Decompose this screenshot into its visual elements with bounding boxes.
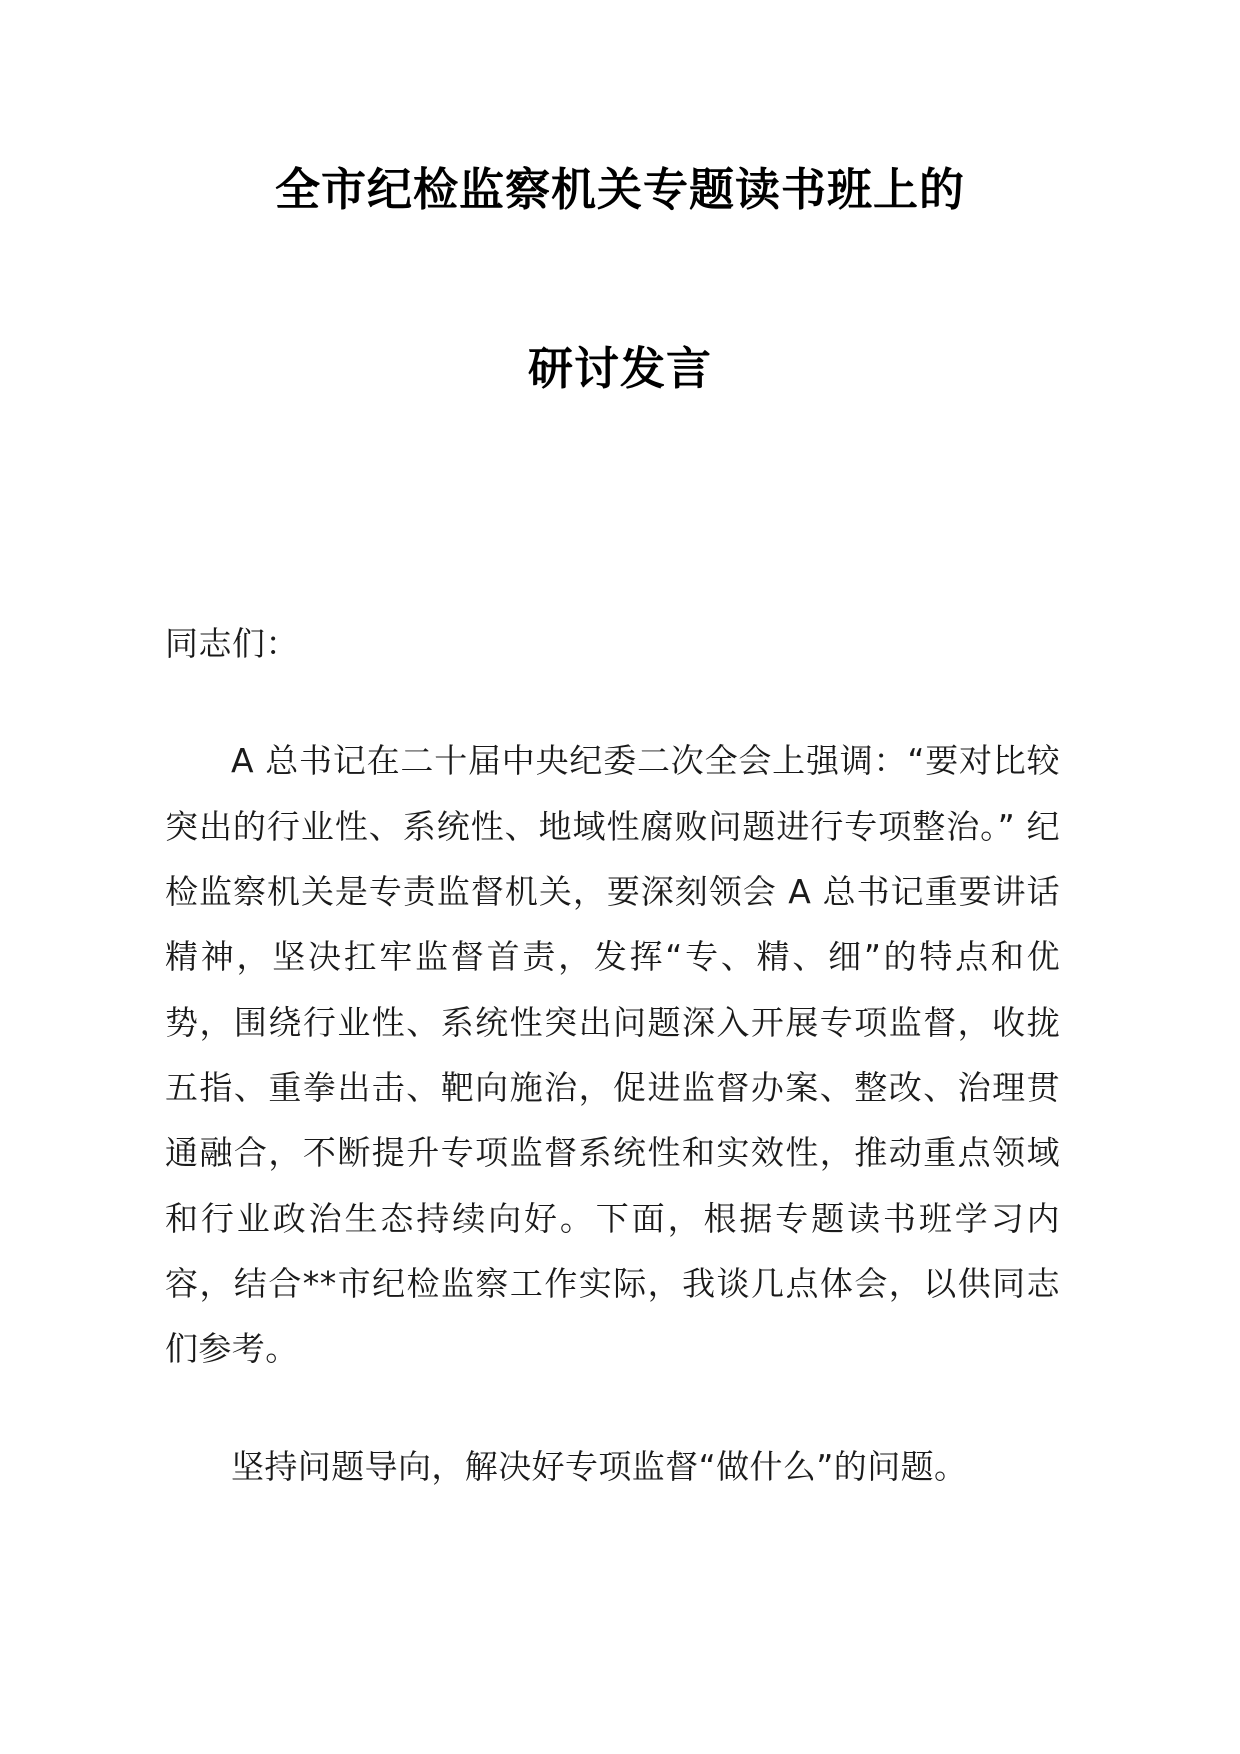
salutation: 同志们： xyxy=(165,624,299,663)
page-title xyxy=(0,160,1240,400)
title-line-1: 全市纪检监察机关专题读书班上的 xyxy=(274,163,965,216)
title-line-2: 研讨发言 xyxy=(527,341,712,395)
paragraph-point-1: 坚持问题导向，解决好专项监督“做什么”的问题。 xyxy=(231,1446,968,1486)
paragraph-intro: A 总书记在二十届中央纪委二次全会上强调：“要对比较突出的行业性、系统性、地域性腐败问题进行专项整治。” 纪检监察机关是专责监督机关，要深刻领会 A 总书记重要讲话精神，坚决扛牢监督首责，发挥“专、精、细”的特点和优势，围绕行业性、系统性突出问题深入开展专项监督，收拢五指、重拳出击、靶向施治，促进监督办案、整改、治理贯通融合，不断提升专项监督系统性和实效性，推动重点领域和行业政治生态持续向好。下面，根据专题读书班学习内容，结合**市纪检监察工作实际，我谈几点体会，以供同志们参考。 xyxy=(165,741,1060,1369)
document-body xyxy=(165,612,1060,1499)
